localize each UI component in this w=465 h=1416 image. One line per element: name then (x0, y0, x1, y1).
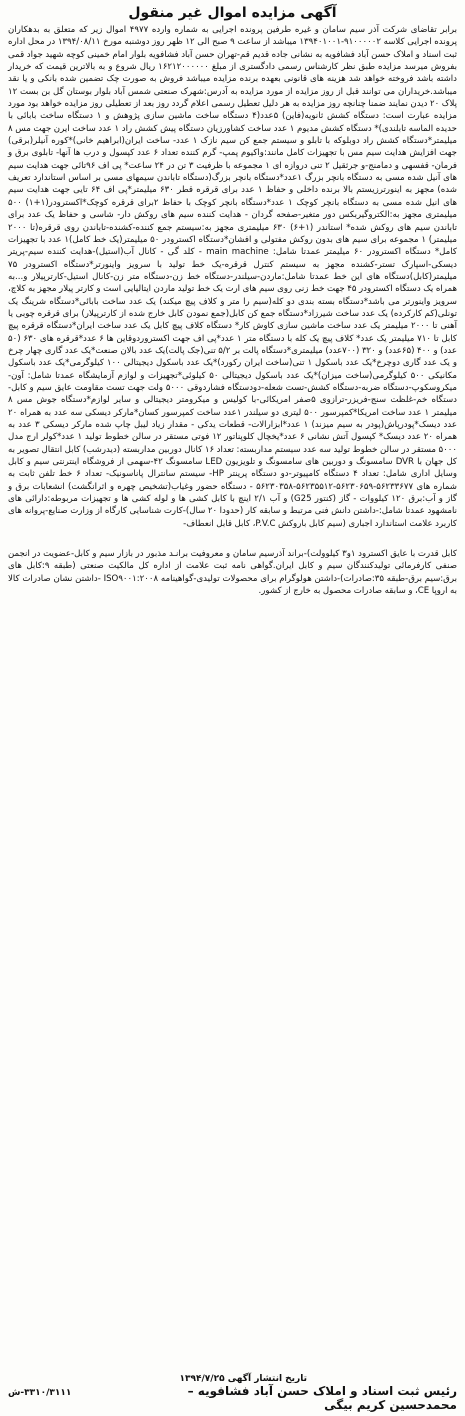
footer-name-row (8, 1398, 457, 1412)
signer-title: رئیس ثبت اسناد و املاک حسن آباد فشافویه – (187, 1384, 457, 1398)
footer-date-row (8, 1374, 457, 1384)
notice-body: برابر تقاضای شرکت آذر سیم سامان و غیره طرفین پرونده اجرایی به شماره وارده ۴۹۷۷ اموال زیر که متعلق به بدهکاران پرونده اجرایی کلاسه ۹۱۰۰۰۰۰۲-۱۳۹۴۰۱۰۰۱ میباشد از ساعت ۹ صبح الی ۱۲ ظهر روز دوشنبه مورخ ۱۳۹۴/۰۸/۱۱ در محل اداره ثبت اسناد و املاک حسن آباد فشافویه به نشانی جاده قدیم قم-تهران حسن آباد فشافویه بلوار امام خمینی کوچه شهید جواد قمی بفروش میرسد مزایده طبق نظر کارشناس رسمی دادگستری از مبلغ ۱۶۲۱۲۰۰۰۰۰۰ ریال شروع و به بالاترین قیمت که خریدار داشته باشد فروخته خواهد شد هزینه های قانونی بعهده برنده مزایده میباشد فروش به صورت چک تضمین شده بانکی و یا نقد میباشد.خریداران می توانند قبل از روز مزایده از مورد مزایده به آدرس:شهرک صنعتی شمس آباد بلوار بوستان گل بن بست ۱۲ پلاک ۲۰ دیدن نمایند ضمنا چنانچه روز مزایده به هر دلیل تعطیل رسمی اعلام گردد روز بعد از تعطیلی روز مزایده خواهد بود مورد مزایده عبارت است: دستگاه کشش ثانویه(فاین) ۵عدد(۴ دستگاه ساخت ماشین سازی پژوهش و ۱ دستگاه ساخت بابائی با حدیده الماسه تابلندی)* دستگاه کشش مدیوم ۱ عدد ساخت کشاورزیان دستگاه پیش کشش راد ۱ عدد ساخت ایرن جهت مس ۸ میلیمتر*دستگاه کشش راد دوبلوکه با تابلو و سیستم جمع کن سیم نازک ۱ عدد- ساخت ایران(ابراهیم خانی)*کوره آنیلر(برقی) جهت افزایش هدایت سیم مس با تجهیزات کامل مانند:واکیوم پمپ- گرم کننده تعداد ۶ عدد کپسول و درب ها آنها- تابلوی برق و فرمان- قفسهی و دمامنج-و جرثقیل ۲ تنی دروازه ای ۱ مجموعه با ظرفیت ۳ تن در ۲۴ ساعت* پی اف ۹۶تائی جهت هدایت سیم های آنیل شده مسی به دستگاه بانچر بزرگ ۱عدد*دستگاه بانچر بزرگ(دستگاه تاباندن سیمهای مسی بر اساس استاندارد تعریف شده) مجهز به اینورترزیستم بالا برنده داخلی و حفاظ ۱ عدد برای قرقره قطر ۶۳۰ میلیمتر*پی اف ۶۴ تایی جهت هدایت سیم های انیل شده مسی به دستگاه بانچر کوچک ۱ عدد*دستگاه بانچر کوچک با حفاظ ۲برای قرقره کوچک*اکسترودر(۱+۱) ۵۰۰ میلیمتری مجهز به:الکتروگیربکس دور متغیر-صفحه گردان - هدایت کننده سیم های روکش دار- شاسی و حفاظ یک عدد برای تاباندن سیم های روکش شده* استاندر (۱+۶) ۶۳۰ میلیمتری مجهز به:سیستم جمع کننده-کشنده-تاباندن روی قرقره(تا ۲۰۰۰ میلیمتر) ۱ مجموعه برای سیم های بدون روکش مفتولی و افشان*دستگاه اکسترودر ۵۰ میلیمتر(یک خط کامل)۱ عدد با تجهیزات کامل* دستگاه اکسترودر ۶۰ میلیمتر عمدتا شامل: main machine - کلد گی - کانال آب(استیل)-هدایت کننده سیم-پریتر دیسکی-اسپارک تستر-کشنده مجهز به سیستم کنترل قرقره-یک خط تولید با سرویز واینورتر*دستگاه اکسترودر ۷۵ میلیمتر(کابل)دستگاه های این خط عمدتا شامل:ماردن-سیلندر-دستگاه خط زن-دستگاه متر زن-کانال استیل-کارترپیلار و...به همراه یک دستگاه اکسترودر ۴۵ جهت خط زنی روی سیم های ارت یک خط تولید ماردن ایتالیایی است و کارتر پیلار مجهز به کلاچ، سرویز واینورتر می باشد*دستگاه بسته بندی دو کله(سیم را متر و کلاف پیچ میکند) یک عدد ساخت بابائی*دستگاه شرینگ یک تونلی(کم کارکرده) یک عدد ساخت شیرزاد*دستگاه جمع کن کابل(جمع نمودن کابل خارج شده از کارترپیلار) برای قرقره چوبی یا آهنی تا ۲۰۰۰ میلیمتر یک عدد ساخت ماشین سازی کاوش کار* دستگاه کلاف پیچ کابل یک عدد ساخت ایران*دستگاه قرقره پیچ کابل تا ۷۱۰ میلیمتر یک عدد* کلاف پیچ یک کله با دستگاه متر ۱ عدد*پی اف جهت اکستروردوقاین ها ۶ عدد*قرقره های ۶۳۰ (۵۰ عدد) و ۴۰۰ (۶۵عدد) و ۳۲۰ (۷۰۰عدد) میلیمتری*دستگاه پالت بر ۵/۲ تنی(جک پالت)یک عدد بالان صنعت*یک عدد گاری چهار چرخ و یک عدد گاری دوچرخ*یک عدد باسکول ۱ تنی(ساخت ایران رکورد)*یک عدد باسکول دیجیتالی ۱۰۰ کیلوگرمی*یک عدد باسکول مکانیکی ۵۰۰ کیلوگرمی(ساخت میزان)*یک عدد باسکول دیجیتالی ۵۰ کیلوئی*تجهیزات و لوازم آزمایشگاه عمدتا شامل: آون-میکروسکوپ-دستگاه ضربه-دستگاه کشش-تست شعله-دودستگاه فشاردوقی ۵۰۰۰ ولت جهت تست مقاومت عایق سیم و کابل-دستگاه خم-غلظت سنج-فریزر-ترازوی ۵صفر امریکائی-با کولیس و میکرومتر دیجیتالی و سایر لوازم*دستگاه جوش مس ۸ میلیمتر ۱ عدد ساخت امریکا*کمپرسور ۵۰۰ لیتری دو سیلندر ۱عدد ساخت کمپرسور کسان*مارکر دیسکی سه عدد به همراه ۲۰ عدد دیسک*پودرپاش(پودر به سیم میزند) ۱ عدد*ابزارالات- قطعات یدکی - مقدار زیاد لیبل چاپ شده مارکر دیسکی ۳ عدد به همراه ۲۰ عدد دیسک* کپسول آتش نشانی ۶ عدد*یخچال کلوپناتور ۱۲ فوتی مستقر در سالن خطوط تولید ۱ عدد*کولر ارج مدل ۵۰۰۰ مستقر در سالن خطوط تولید سه عدد سیستم مداربسته: تعداد ۱۶ کانال دوربین مداربسته (دیدرشب) کابل انتقال تصویر به کل جهان با DVR سامسونگ و دوربین های سامسونگ و تلویزیون LED سامسونگ ۴۲-سهمی از فروشگاه اینترنتی سیم و کابل وسایل اداری شامل: تعداد ۴ دستگاه کامپیوتر-دو دستگاه پرینتر HP- سیستم سانترال پاناسونیک- تعداد ۶ خط تلفن ثابت به شماره های ۵۶۲۳۳۶۷۷-۵۶۲۳۰۶۵۹-۵۶۲۳۵۵۱۲-۵۶۲۳۰۳۵۸ - دستگاه حضور وغیاب(تشخیص چهره و اثرانگشت) انشعابات برق و گاز و آب:برق ۱۲۰ کیلووات - گاز (کنتور G25) و آب ۲/۱ اینچ با کابل کشی ها و لوله کشی ها و تجهیزات مربوطه:دارائی های نامشهود عمدتا شامل:-داشتن دانش فنی مرتبط و سابقه کار (حدودا ۲۰ سال)-کارت شناسایی کارگاه از وزارت صنایع-پروانه های کاربرد علامت استاندارد اجباری (سیم کابل باروکش P.V.C، کابل قابل انعطاف- (8, 25, 458, 529)
publish-date: تاریخ انتشار آگهی ۱۳۹۴/۷/۲۵ (179, 1374, 307, 1384)
notice-title: آگهی مزایده اموال غیر منقول (128, 5, 337, 21)
reference-number: ۳۳۱۰/۳۱۱۱-ش (8, 1388, 72, 1398)
notice-body-continued: کابل قدرت با عایق اکسترود ۱و۳ کیلوولت)-براند آذرسیم سامان و معروفیت برانـد مذبور در بازار سیم و کابل-عضویت در انجمن صنفی کارفرمائی تولیدکنندگان سیم و کابل ایران.گواهی نامه ثبت علامت از اداره کل مالکیت صنعتی (طبقه ۹:کابل های برق:سیم برق-طبقه ۳۵:صادرات)-داشتن هولوگرام برای محصولات تولیدی-گواهینامه ISO۹۰۰۱:۲۰۰۸ -داشتن نشان صادرات کالا به اروپا CE، و سابقه صادرات محصول به خارج از کشور. (8, 549, 458, 597)
paragraph-gap (8, 530, 457, 548)
notice-footer (8, 1374, 457, 1412)
signer-name: محمدحسین کریم بیگی (324, 1398, 457, 1412)
footer-signer-row (8, 1384, 457, 1398)
